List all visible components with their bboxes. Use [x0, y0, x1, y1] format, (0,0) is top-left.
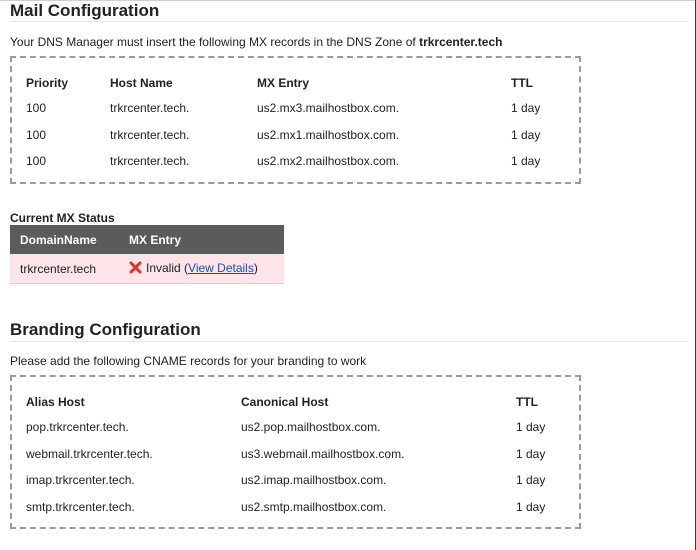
- cname-alias: webmail.trkrcenter.tech.: [26, 446, 153, 461]
- mx-status-title: Current MX Status: [10, 211, 115, 225]
- table-row: [26, 441, 576, 468]
- mx-hostname: trkrcenter.tech.: [110, 101, 190, 116]
- mx-priority: 100: [26, 127, 47, 142]
- cname-ttl: 1 day: [516, 446, 546, 461]
- cname-canonical: us2.imap.mailhostbox.com.: [241, 473, 387, 488]
- mx-entry: us2.mx1.mailhostbox.com.: [257, 127, 400, 142]
- cname-header-row: [26, 389, 576, 414]
- mx-status-table: [10, 225, 284, 284]
- branding-config-intro: Please add the following CNAME records for your branding to work: [10, 354, 367, 368]
- mx-header-row: [26, 70, 571, 95]
- table-row: [26, 494, 576, 521]
- mx-entry: us2.mx2.mailhostbox.com.: [257, 154, 400, 169]
- col-domainname-header: DomainName: [10, 225, 119, 254]
- paren-close: ): [253, 260, 258, 275]
- mx-ttl: 1 day: [511, 127, 541, 142]
- col-hostname-header: Host Name: [110, 75, 173, 90]
- table-row: [26, 95, 571, 122]
- cname-records-box: [10, 375, 581, 529]
- view-details-link[interactable]: View Details: [188, 260, 254, 275]
- mail-config-title: Mail Configuration: [10, 1, 160, 20]
- table-row: [26, 148, 571, 175]
- cname-ttl: 1 day: [516, 499, 546, 514]
- mx-ttl: 1 day: [511, 154, 541, 169]
- col-ttl-header: TTL: [511, 75, 533, 90]
- table-row: [26, 414, 576, 441]
- cname-ttl: 1 day: [516, 420, 546, 435]
- col-alias-host-header: Alias Host: [26, 394, 85, 409]
- mail-intro-text: Your DNS Manager must insert the following MX records in the DNS Zone of: [10, 35, 420, 49]
- cname-ttl: 1 day: [516, 473, 546, 488]
- cname-alias: pop.trkrcenter.tech.: [26, 420, 129, 435]
- status-domain: trkrcenter.tech: [10, 254, 119, 284]
- col-mxentry-status-header: MX Entry: [119, 225, 284, 254]
- cname-canonical: us2.smtp.mailhostbox.com.: [241, 499, 387, 514]
- cname-records-table: [26, 389, 576, 520]
- status-mx-entry: [119, 254, 284, 284]
- table-row: [26, 467, 576, 494]
- mx-records-box: [10, 56, 581, 184]
- col-cname-ttl-header: TTL: [516, 394, 538, 409]
- mx-records-table: [26, 70, 571, 175]
- mx-hostname: trkrcenter.tech.: [110, 154, 190, 169]
- mail-intro-domain: trkrcenter.tech: [419, 35, 503, 49]
- x-mark-icon: [129, 261, 142, 277]
- cname-alias: imap.trkrcenter.tech.: [26, 473, 135, 488]
- status-invalid-text: Invalid: [146, 260, 181, 275]
- mx-priority: 100: [26, 101, 47, 116]
- col-priority-header: Priority: [26, 75, 69, 90]
- mx-ttl: 1 day: [511, 101, 541, 116]
- mx-hostname: trkrcenter.tech.: [110, 127, 190, 142]
- mail-config-divider: [10, 21, 688, 22]
- cname-canonical: us2.pop.mailhostbox.com.: [241, 420, 381, 435]
- mx-status-header-row: [10, 225, 284, 254]
- mx-priority: 100: [26, 154, 47, 169]
- cname-alias: smtp.trkrcenter.tech.: [26, 499, 135, 514]
- col-mxentry-header: MX Entry: [257, 75, 310, 90]
- paren-open: (: [180, 260, 189, 275]
- table-row: [10, 254, 284, 284]
- mail-config-intro: [10, 35, 502, 49]
- col-canonical-host-header: Canonical Host: [241, 394, 329, 409]
- table-row: [26, 122, 571, 149]
- branding-config-title: Branding Configuration: [10, 320, 201, 339]
- branding-config-divider: [10, 341, 688, 342]
- mx-entry: us2.mx3.mailhostbox.com.: [257, 101, 400, 116]
- cname-canonical: us3.webmail.mailhostbox.com.: [241, 446, 405, 461]
